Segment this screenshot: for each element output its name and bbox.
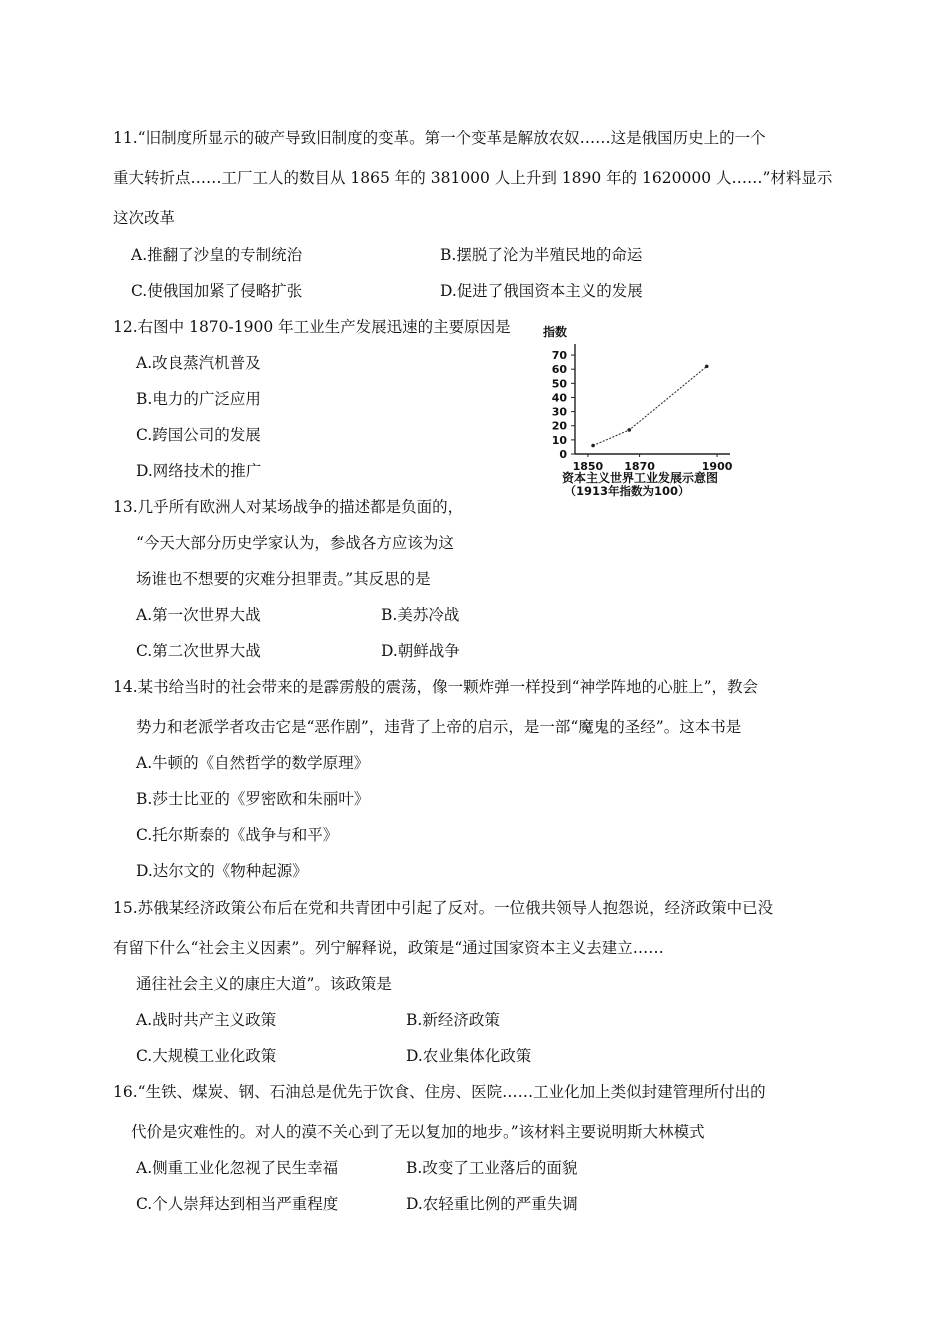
q15-option-b: B.新经济政策	[406, 1011, 500, 1029]
q14-option-c: C.托尔斯泰的《战争与和平》	[136, 826, 339, 844]
q16-stem-line2: 代价是灾难性的。对人的漠不关心到了无以复加的地步。”该材料主要说明斯大林模式	[131, 1123, 705, 1141]
q11-stem-line3: 这次改革	[113, 209, 176, 227]
q16-option-a: A.侧重工业化忽视了民生幸福	[136, 1159, 339, 1177]
data-point	[591, 444, 595, 448]
q15-option-a: A.战时共产主义政策	[136, 1011, 277, 1029]
y-tick-label: 70	[551, 349, 567, 363]
q11-option-d: D.促进了俄国资本主义的发展	[440, 282, 643, 300]
q11-stem-line1: 11.“旧制度所显示的破产导致旧制度的变革。第一个变革是解放农奴……这是俄国历史上的一个	[113, 129, 766, 147]
q13-option-a: A.第一次世界大战	[136, 606, 261, 624]
y-tick-label: 30	[551, 405, 567, 419]
q13-option-d: D.朝鲜战争	[381, 642, 460, 660]
q13-stem-line2: “今天大部分历史学家认为，参战各方应该为这	[136, 534, 454, 552]
q15-stem-line2: 有留下什么“社会主义因素”。列宁解释说，政策是“通过国家资本主义去建立……	[113, 939, 664, 957]
q13-option-b: B.美苏冷战	[381, 606, 460, 624]
chart-subtitle: （1913年指数为100）	[564, 484, 690, 498]
q15-option-c: C.大规模工业化政策	[136, 1047, 277, 1065]
x-tick-label: 1850	[572, 460, 604, 473]
q11-stem-line2: 重大转折点……工厂工人的数目从 1865 年的 381000 人上升到 1890 年的 1620000 人……”材料显示	[113, 169, 833, 187]
q12-option-b: B.电力的广泛应用	[136, 390, 261, 408]
y-tick-label: 20	[551, 419, 567, 433]
q12-stem: 12.右图中 1870-1900 年工业生产发展迅速的主要原因是	[113, 318, 511, 336]
q11-option-c: C.使俄国加紧了侵略扩张	[131, 282, 303, 300]
data-point	[627, 428, 631, 432]
industrial-index-line-chart	[515, 318, 765, 498]
q16-option-b: B.改变了工业落后的面貌	[406, 1159, 578, 1177]
q14-stem-line2: 势力和老派学者攻击它是“恶作剧”，违背了上帝的启示，是一部“魔鬼的圣经”。这本书是	[136, 718, 742, 736]
y-tick-label: 60	[551, 363, 567, 377]
q16-stem-line1: 16.“生铁、煤炭、钢、石油总是优先于饮食、住房、医院……工业化加上类似封建管理所付出的	[113, 1083, 766, 1101]
q12-option-a: A.改良蒸汽机普及	[136, 354, 261, 372]
chart-title: 资本主义世界工业发展示意图	[561, 471, 719, 485]
y-axis-label: 指数	[543, 325, 568, 339]
q15-stem-line1: 15.苏俄某经济政策公布后在党和共青团中引起了反对。一位俄共领导人抱怨说，经济政策中已没	[113, 899, 774, 917]
q16-option-c: C.个人崇拜达到相当严重程度	[136, 1195, 339, 1213]
x-tick-label: 1900	[701, 460, 733, 473]
y-tick-label: 0	[559, 448, 567, 461]
data-point	[705, 365, 709, 369]
q11-option-a: A.推翻了沙皇的专制统治	[131, 246, 303, 264]
q13-stem-line3: 场谁也不想要的灾难分担罪责。”其反思的是	[136, 570, 431, 588]
q12-option-d: D.网络技术的推广	[136, 462, 262, 480]
q13-stem-line1: 13.几乎所有欧洲人对某场战争的描述都是负面的，	[113, 498, 464, 516]
q14-stem-line1: 14.某书给当时的社会带来的是霹雳般的震荡，像一颗炸弹一样投到“神学阵地的心脏上”，教会	[113, 678, 759, 696]
q14-option-b: B.莎士比亚的《罗密欧和朱丽叶》	[136, 790, 370, 808]
q11-option-b: B.摆脱了沦为半殖民地的命运	[440, 246, 643, 264]
q14-option-d: D.达尔文的《物种起源》	[136, 862, 308, 880]
y-tick-label: 10	[551, 433, 567, 447]
q15-option-d: D.农业集体化政策	[406, 1047, 532, 1065]
q15-stem-line3: 通往社会主义的康庄大道”。该政策是	[136, 975, 392, 993]
series-line	[593, 366, 707, 445]
q13-option-c: C.第二次世界大战	[136, 642, 261, 660]
x-tick-label: 1870	[624, 460, 655, 473]
y-tick-label: 50	[551, 377, 567, 391]
q14-option-a: A.牛顿的《自然哲学的数学原理》	[136, 754, 370, 772]
q12-option-c: C.跨国公司的发展	[136, 426, 261, 444]
y-tick-label: 40	[551, 391, 567, 405]
q16-option-d: D.农轻重比例的严重失调	[406, 1195, 578, 1213]
